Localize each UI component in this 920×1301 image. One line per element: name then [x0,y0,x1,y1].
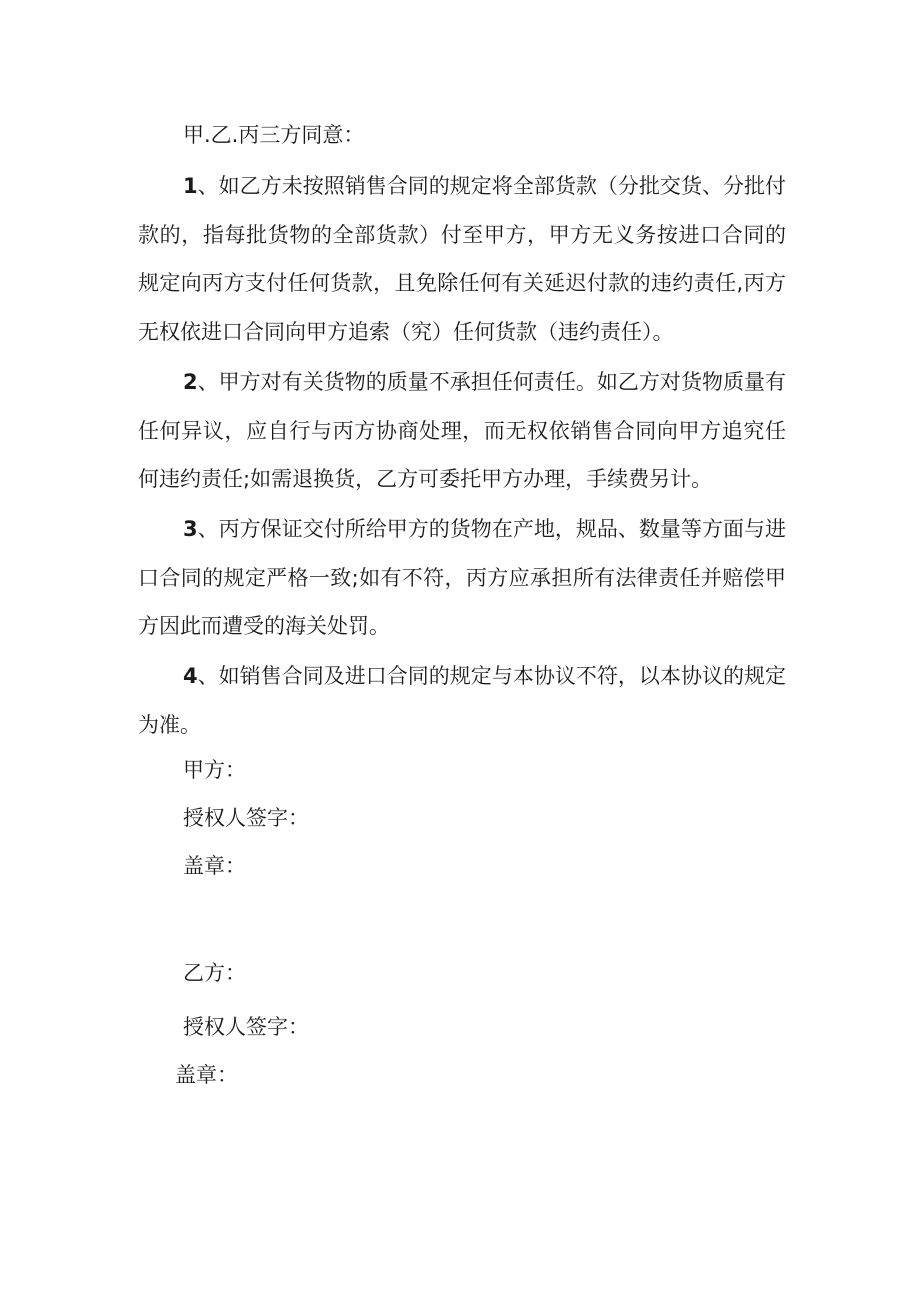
clause-2-text: 、甲方对有关货物的质量不承担任何责任。如乙方对货物质量有任何异议，应自行与丙方协商处理，而无权依销售合同向甲方追究任何违约责任;如需退换货，乙方可委托甲方办理，手续费另计。 [138,370,786,491]
clause-1-text: 、如乙方未按照销售合同的规定将全部货款（分批交货、分批付款的，指每批货物的全部货款）付至甲方，甲方无义务按进口合同的规定向丙方支付任何货款，且免除任何有关延迟付款的违约责任,丙方无权依进口合同向甲方追索（究）任何货款（违约责任）。 [138,174,786,344]
party-b-seal: 盖章： [175,1063,238,1087]
clause-4-number: 4 [183,664,198,688]
party-a-authorized-signature: 授权人签字： [183,806,309,830]
intro-line: 甲.乙.丙三方同意： [183,123,365,147]
clause-2-number: 2 [183,370,198,394]
party-b-authorized-signature: 授权人签字： [183,1015,309,1039]
clause-3-number: 3 [183,517,198,541]
party-b-label: 乙方： [183,961,246,985]
clause-4-text: 、如销售合同及进口合同的规定与本协议不符，以本协议的规定为准。 [138,664,786,737]
clause-1-number: 1 [183,174,198,198]
clause-1 [138,162,786,356]
clause-2 [138,358,786,504]
party-a-label: 甲方： [183,758,246,782]
clause-4 [138,652,786,749]
clause-3-text: 、丙方保证交付所给甲方的货物在产地，规品、数量等方面与进口合同的规定严格一致;如有不符，丙方应承担所有法律责任并赔偿甲方因此而遭受的海关处罚。 [138,517,786,638]
clause-3 [138,505,786,651]
party-a-seal: 盖章： [183,854,246,878]
